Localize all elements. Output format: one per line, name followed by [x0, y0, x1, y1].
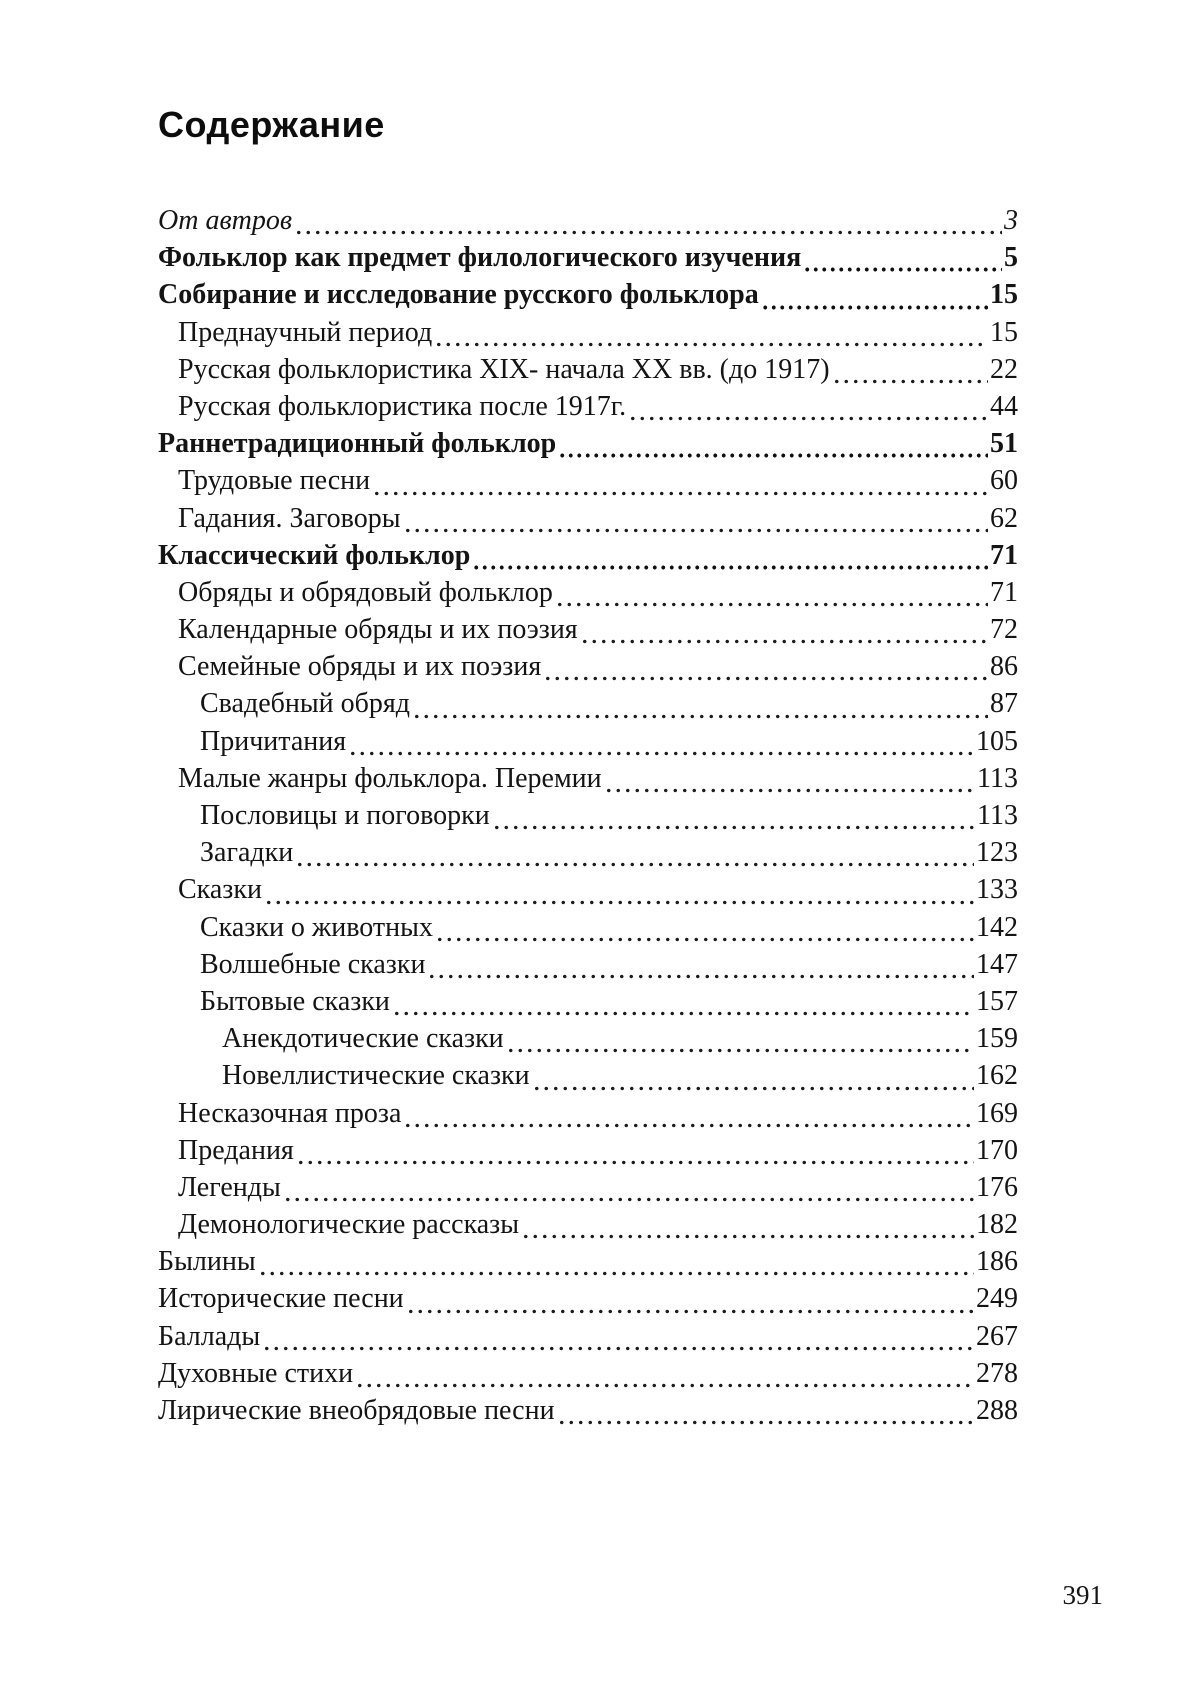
toc-entry-page: 87: [990, 688, 1018, 720]
toc-entry-label: Трудовые песни: [178, 465, 371, 497]
dot-leader: [412, 688, 988, 725]
dot-leader: [296, 1135, 974, 1172]
toc-entry-label: Былины: [158, 1246, 256, 1278]
dot-leader: [506, 1023, 974, 1060]
toc-entry: [158, 1395, 1018, 1432]
toc-entry-label: Обряды и обрядовый фольклор: [178, 576, 553, 608]
toc-entry-label: Бытовые сказки: [200, 985, 390, 1017]
toc-entry: [158, 1023, 1018, 1060]
dot-leader: [435, 912, 974, 949]
toc-entry-label: Легенды: [178, 1171, 281, 1203]
dot-leader: [472, 540, 988, 577]
dot-leader: [355, 1358, 974, 1395]
dot-leader: [580, 614, 988, 651]
toc-entry-label: Семейные обряды и их поэзия: [178, 651, 542, 683]
toc-entry-page: 288: [976, 1395, 1018, 1426]
toc-entry-label: Сказки о животных: [200, 911, 433, 943]
dot-leader: [406, 1283, 974, 1320]
toc-entry: [158, 317, 1018, 354]
toc-entry-page: 113: [977, 800, 1018, 831]
dot-leader: [348, 726, 974, 763]
toc-entry-page: 44: [990, 390, 1018, 422]
toc-entry: [158, 688, 1018, 725]
toc-entry-label: Сказки: [178, 874, 262, 906]
toc-entry: [158, 1060, 1018, 1097]
toc-entry-page: 182: [976, 1209, 1018, 1241]
dot-leader: [264, 874, 974, 911]
toc-entry-label: Несказочная проза: [178, 1097, 402, 1129]
toc-entry-label: Классический фольклор: [158, 539, 471, 571]
toc-entry-label: Баллады: [158, 1320, 261, 1352]
toc-entry: [158, 1246, 1018, 1283]
toc-entry-page: 15: [990, 279, 1018, 311]
toc-entry-label: Демонологические рассказы: [178, 1209, 520, 1241]
toc-entry-label: Календарные обряды и их поэзия: [178, 614, 578, 646]
toc-entry-label: Русская фольклористика после 1917г.: [178, 390, 627, 422]
dot-leader: [372, 465, 988, 502]
toc-entry-label: Пословицы и поговорки: [200, 800, 490, 831]
dot-leader: [832, 354, 988, 391]
toc-entry: [158, 912, 1018, 949]
toc-entry-page: 133: [976, 874, 1018, 906]
toc-entry: [158, 503, 1018, 540]
dot-leader: [543, 651, 988, 688]
toc-entry-page: 113: [977, 762, 1018, 794]
toc-entry-label: Малые жанры фольклора. Перемии: [178, 762, 602, 794]
toc-entry-label: Новеллистические сказки: [222, 1060, 530, 1092]
toc-entry-page: 62: [990, 502, 1018, 534]
toc-entry: [158, 1135, 1018, 1172]
toc-entry: [158, 577, 1018, 614]
toc-list: [158, 205, 1018, 1432]
toc-entry: [158, 874, 1018, 911]
toc-entry: [158, 279, 1018, 316]
toc-entry-page: 86: [990, 651, 1018, 683]
toc-entry-label: Причитания: [200, 725, 347, 757]
toc-entry-page: 51: [990, 428, 1018, 460]
toc-entry-page: 162: [976, 1060, 1018, 1092]
toc-entry: [158, 1098, 1018, 1135]
toc-entry-page: 105: [976, 725, 1018, 757]
toc-entry-page: 142: [976, 911, 1018, 943]
toc-entry-page: 72: [990, 614, 1018, 646]
toc-entry-label: Лирические внеобрядовые песни: [158, 1395, 555, 1426]
toc-entry-label: Анекдотические сказки: [222, 1023, 504, 1055]
dot-leader: [555, 577, 988, 614]
toc-entry-page: 15: [990, 316, 1018, 348]
toc-entry: [158, 614, 1018, 651]
toc-entry-page: 71: [990, 576, 1018, 608]
dot-leader: [403, 503, 988, 540]
toc-entry-page: 249: [976, 1283, 1018, 1315]
dot-leader: [532, 1060, 974, 1097]
toc-entry-page: 123: [976, 837, 1018, 869]
dot-leader: [403, 1098, 974, 1135]
dot-leader: [521, 1209, 974, 1246]
toc-entry-page: 3: [1004, 205, 1018, 236]
toc-entry: [158, 1209, 1018, 1246]
toc-entry: [158, 763, 1018, 800]
dot-leader: [258, 1246, 974, 1283]
toc-entry: [158, 1283, 1018, 1320]
toc-entry-label: Волшебные сказки: [200, 948, 426, 980]
dot-leader: [295, 837, 974, 874]
toc-entry-label: Собирание и исследование русского фольклора: [158, 279, 759, 311]
toc-entry-page: 176: [976, 1171, 1018, 1203]
toc-entry-label: Преднаучный период: [178, 316, 433, 348]
dot-leader: [604, 763, 975, 800]
toc-entry: [158, 949, 1018, 986]
toc-entry-label: Загадки: [200, 837, 294, 869]
page-number: 391: [1062, 1580, 1103, 1610]
toc-entry-page: 22: [990, 353, 1018, 385]
toc-entry: [158, 986, 1018, 1023]
dot-leader: [558, 428, 988, 465]
dot-leader: [434, 317, 988, 354]
toc-entry-label: Исторические песни: [158, 1283, 404, 1315]
toc-entry: [158, 1172, 1018, 1209]
dot-leader: [294, 205, 1002, 242]
toc-entry-label: Духовные стихи: [158, 1357, 354, 1389]
toc-entry-page: 5: [1004, 242, 1018, 274]
dot-leader: [392, 986, 974, 1023]
dot-leader: [262, 1321, 974, 1358]
dot-leader: [803, 242, 1002, 279]
toc-entry-label: От автров: [158, 205, 292, 236]
toc-entry-label: Предания: [178, 1134, 294, 1166]
toc-entry-label: Раннетрадиционный фольклор: [158, 428, 557, 460]
toc-entry-page: 60: [990, 465, 1018, 497]
dot-leader: [557, 1395, 974, 1432]
dot-leader: [427, 949, 974, 986]
toc-entry-label: Русская фольклористика XIX- начала XX вв. (до 1917): [178, 353, 830, 385]
toc-entry: [158, 428, 1018, 465]
toc-entry: [158, 205, 1018, 242]
toc-entry: [158, 1321, 1018, 1358]
dot-leader: [492, 800, 975, 837]
toc-entry-page: 147: [976, 948, 1018, 980]
toc-entry-page: 278: [976, 1357, 1018, 1389]
toc-entry-page: 157: [976, 985, 1018, 1017]
page-title: Содержание: [158, 104, 385, 145]
toc-entry-page: 186: [976, 1246, 1018, 1278]
toc-entry-label: Гадания. Заговоры: [178, 502, 401, 534]
toc-entry-page: 71: [990, 539, 1018, 571]
toc-entry-page: 159: [976, 1023, 1018, 1055]
toc-entry: [158, 242, 1018, 279]
toc-entry: [158, 1358, 1018, 1395]
dot-leader: [761, 279, 988, 316]
toc-entry: [158, 540, 1018, 577]
dot-leader: [628, 391, 988, 428]
dot-leader: [283, 1172, 974, 1209]
toc-entry: [158, 354, 1018, 391]
toc-entry-label: Свадебный обряд: [200, 688, 411, 720]
toc-entry: [158, 726, 1018, 763]
toc-entry-page: 267: [976, 1320, 1018, 1352]
toc-entry: [158, 837, 1018, 874]
toc-entry: [158, 391, 1018, 428]
toc-entry-page: 170: [976, 1134, 1018, 1166]
toc-entry: [158, 651, 1018, 688]
toc-entry-label: Фольклор как предмет филологического изучения: [158, 242, 802, 274]
toc-entry: [158, 800, 1018, 837]
toc-entry-page: 169: [976, 1097, 1018, 1129]
toc-entry: [158, 465, 1018, 502]
